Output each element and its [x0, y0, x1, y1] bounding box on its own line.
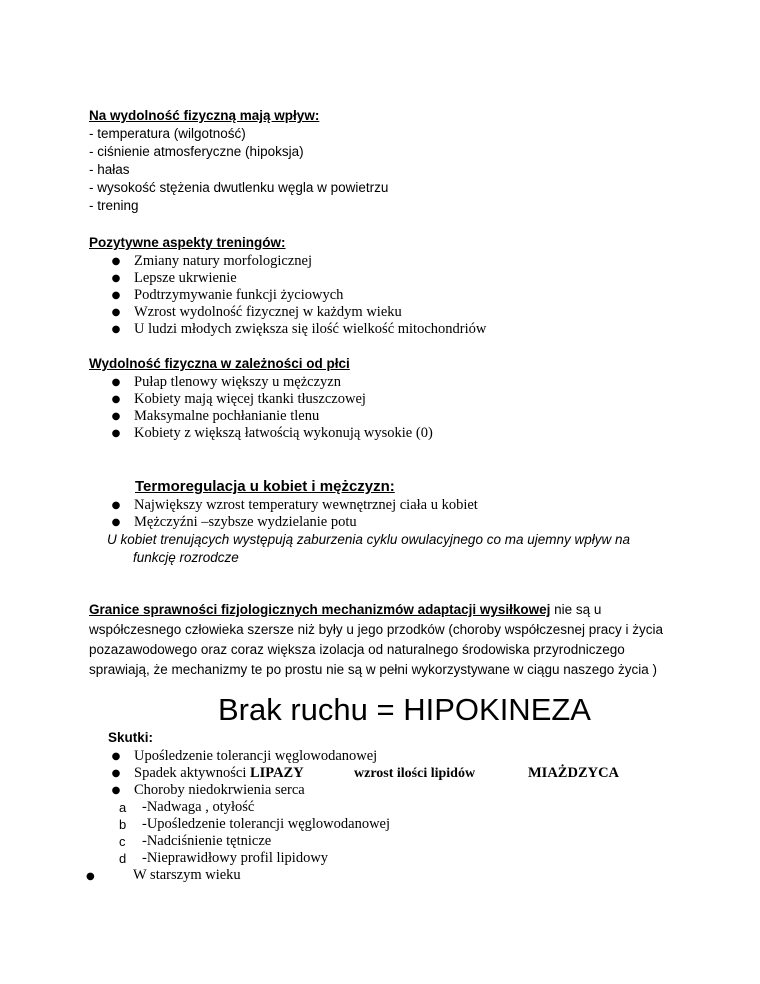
bullet-icon: ● [111, 324, 121, 335]
list-item: a -Nadwaga , otyłość [119, 799, 255, 815]
list-item: c -Nadciśnienie tętnicze [119, 833, 272, 849]
section-heading-wydolnosc: Na wydolność fizyczną mają wpływ: [89, 108, 320, 123]
bullet-icon: ● [111, 411, 121, 422]
bullet-icon: ● [111, 256, 121, 267]
note-line: U kobiet trenujących występują zaburzenia cyklu owulacyjnego co ma ujemny wpływ na [107, 532, 631, 547]
bullet-icon: ● [111, 290, 121, 301]
list-item: ● Upośledzenie tolerancji węglowodanowej [108, 748, 377, 765]
bullet-icon: ● [111, 517, 121, 528]
list-item: d -Nieprawidłowy profil lipidowy [119, 850, 329, 866]
list-item: ● Mężczyźni –szybsze wydzielanie potu [108, 514, 478, 531]
page-title: Brak ruchu = HIPOKINEZA [218, 692, 591, 727]
paragraph-text: nie są u współczesnego człowieka szersze niż były u jego przodków (choroby współczesnej pracy i życia pozazawodowego oraz coraz większa izolacja od naturalnego środowiska przyrodniczego sprawiają, że mechanizmy te po prostu nie są w pełni wykorzystywane w ciągu naszego życia ) [89, 602, 664, 677]
list-item: - hałas [89, 162, 130, 177]
bullet-list-termoregulacja [108, 497, 478, 531]
list-item: ● Kobiety mają więcej tkanki tłuszczowej [108, 391, 433, 408]
paragraph-granice [89, 600, 689, 680]
list-item: - trening [89, 198, 139, 213]
bullet-icon: ● [111, 307, 121, 318]
bullet-icon: ● [111, 500, 121, 511]
lipazy-label: LIPAZY [249, 765, 304, 781]
list-item: ● Zmiany natury morfologicznej [108, 253, 486, 270]
list-item: b -Upośledzenie tolerancji węglowodanowej [119, 816, 391, 832]
note-line: funkcję rozrodcze [133, 550, 239, 565]
section-heading-termoregulacja: Termoregulacja u kobiet i mężczyzn: [135, 478, 395, 495]
list-item: - ciśnienie atmosferyczne (hipoksja) [89, 144, 304, 159]
list-item: ● U ludzi młodych zwiększa się ilość wielkość mitochondriów [108, 321, 486, 338]
list-item: ● Maksymalne pochłanianie tlenu [108, 408, 433, 425]
list-item: ● Wzrost wydolność fizycznej w każdym wieku [108, 304, 486, 321]
list-item: ● Pułap tlenowy większy u mężczyzn [108, 374, 433, 391]
list-item: ● Lepsze ukrwienie [108, 270, 486, 287]
list-item: ● Największy wzrost temperatury wewnętrznej ciała u kobiet [108, 497, 478, 514]
bullet-icon: ● [111, 768, 121, 779]
list-item: ● Choroby niedokrwienia serca [108, 782, 377, 799]
bullet-icon: ● [111, 377, 121, 388]
bullet-list-pozytywne [108, 253, 486, 338]
paragraph-heading: Granice sprawności fizjologicznych mechanizmów adaptacji wysiłkowej [89, 602, 551, 617]
list-item: - wysokość stężenia dwutlenku węgla w powietrzu [89, 180, 389, 195]
subheading-skutki: Skutki: [108, 730, 154, 745]
bullet-list-skutki [108, 748, 377, 799]
list-item: W starszym wieku [133, 867, 241, 883]
lettered-list [116, 799, 390, 867]
bullet-icon: ● [111, 394, 121, 405]
section-heading-pozytywne: Pozytywne aspekty treningów: [89, 235, 286, 250]
bullet-icon: ● [111, 785, 121, 796]
bullet-list-plec [108, 374, 433, 442]
lipids-label: wzrost ilości lipidów [354, 766, 476, 781]
list-item: - temperatura (wilgotność) [89, 126, 246, 141]
miazdzyca-label: MIAŻDZYCA [528, 765, 620, 781]
bullet-icon: ● [111, 428, 121, 439]
section-heading-plec: Wydolność fizyczna w zależności od płci [89, 356, 350, 371]
bullet-icon: ● [111, 751, 121, 762]
list-item: ● Kobiety z większą łatwością wykonują wysokie (0) [108, 425, 433, 442]
bullet-icon: ● [111, 273, 121, 284]
list-item: ● Podtrzymywanie funkcji życiowych [108, 287, 486, 304]
bullet-icon: ● [86, 871, 95, 882]
list-item: ● Spadek aktywności LIPAZY [108, 765, 377, 782]
